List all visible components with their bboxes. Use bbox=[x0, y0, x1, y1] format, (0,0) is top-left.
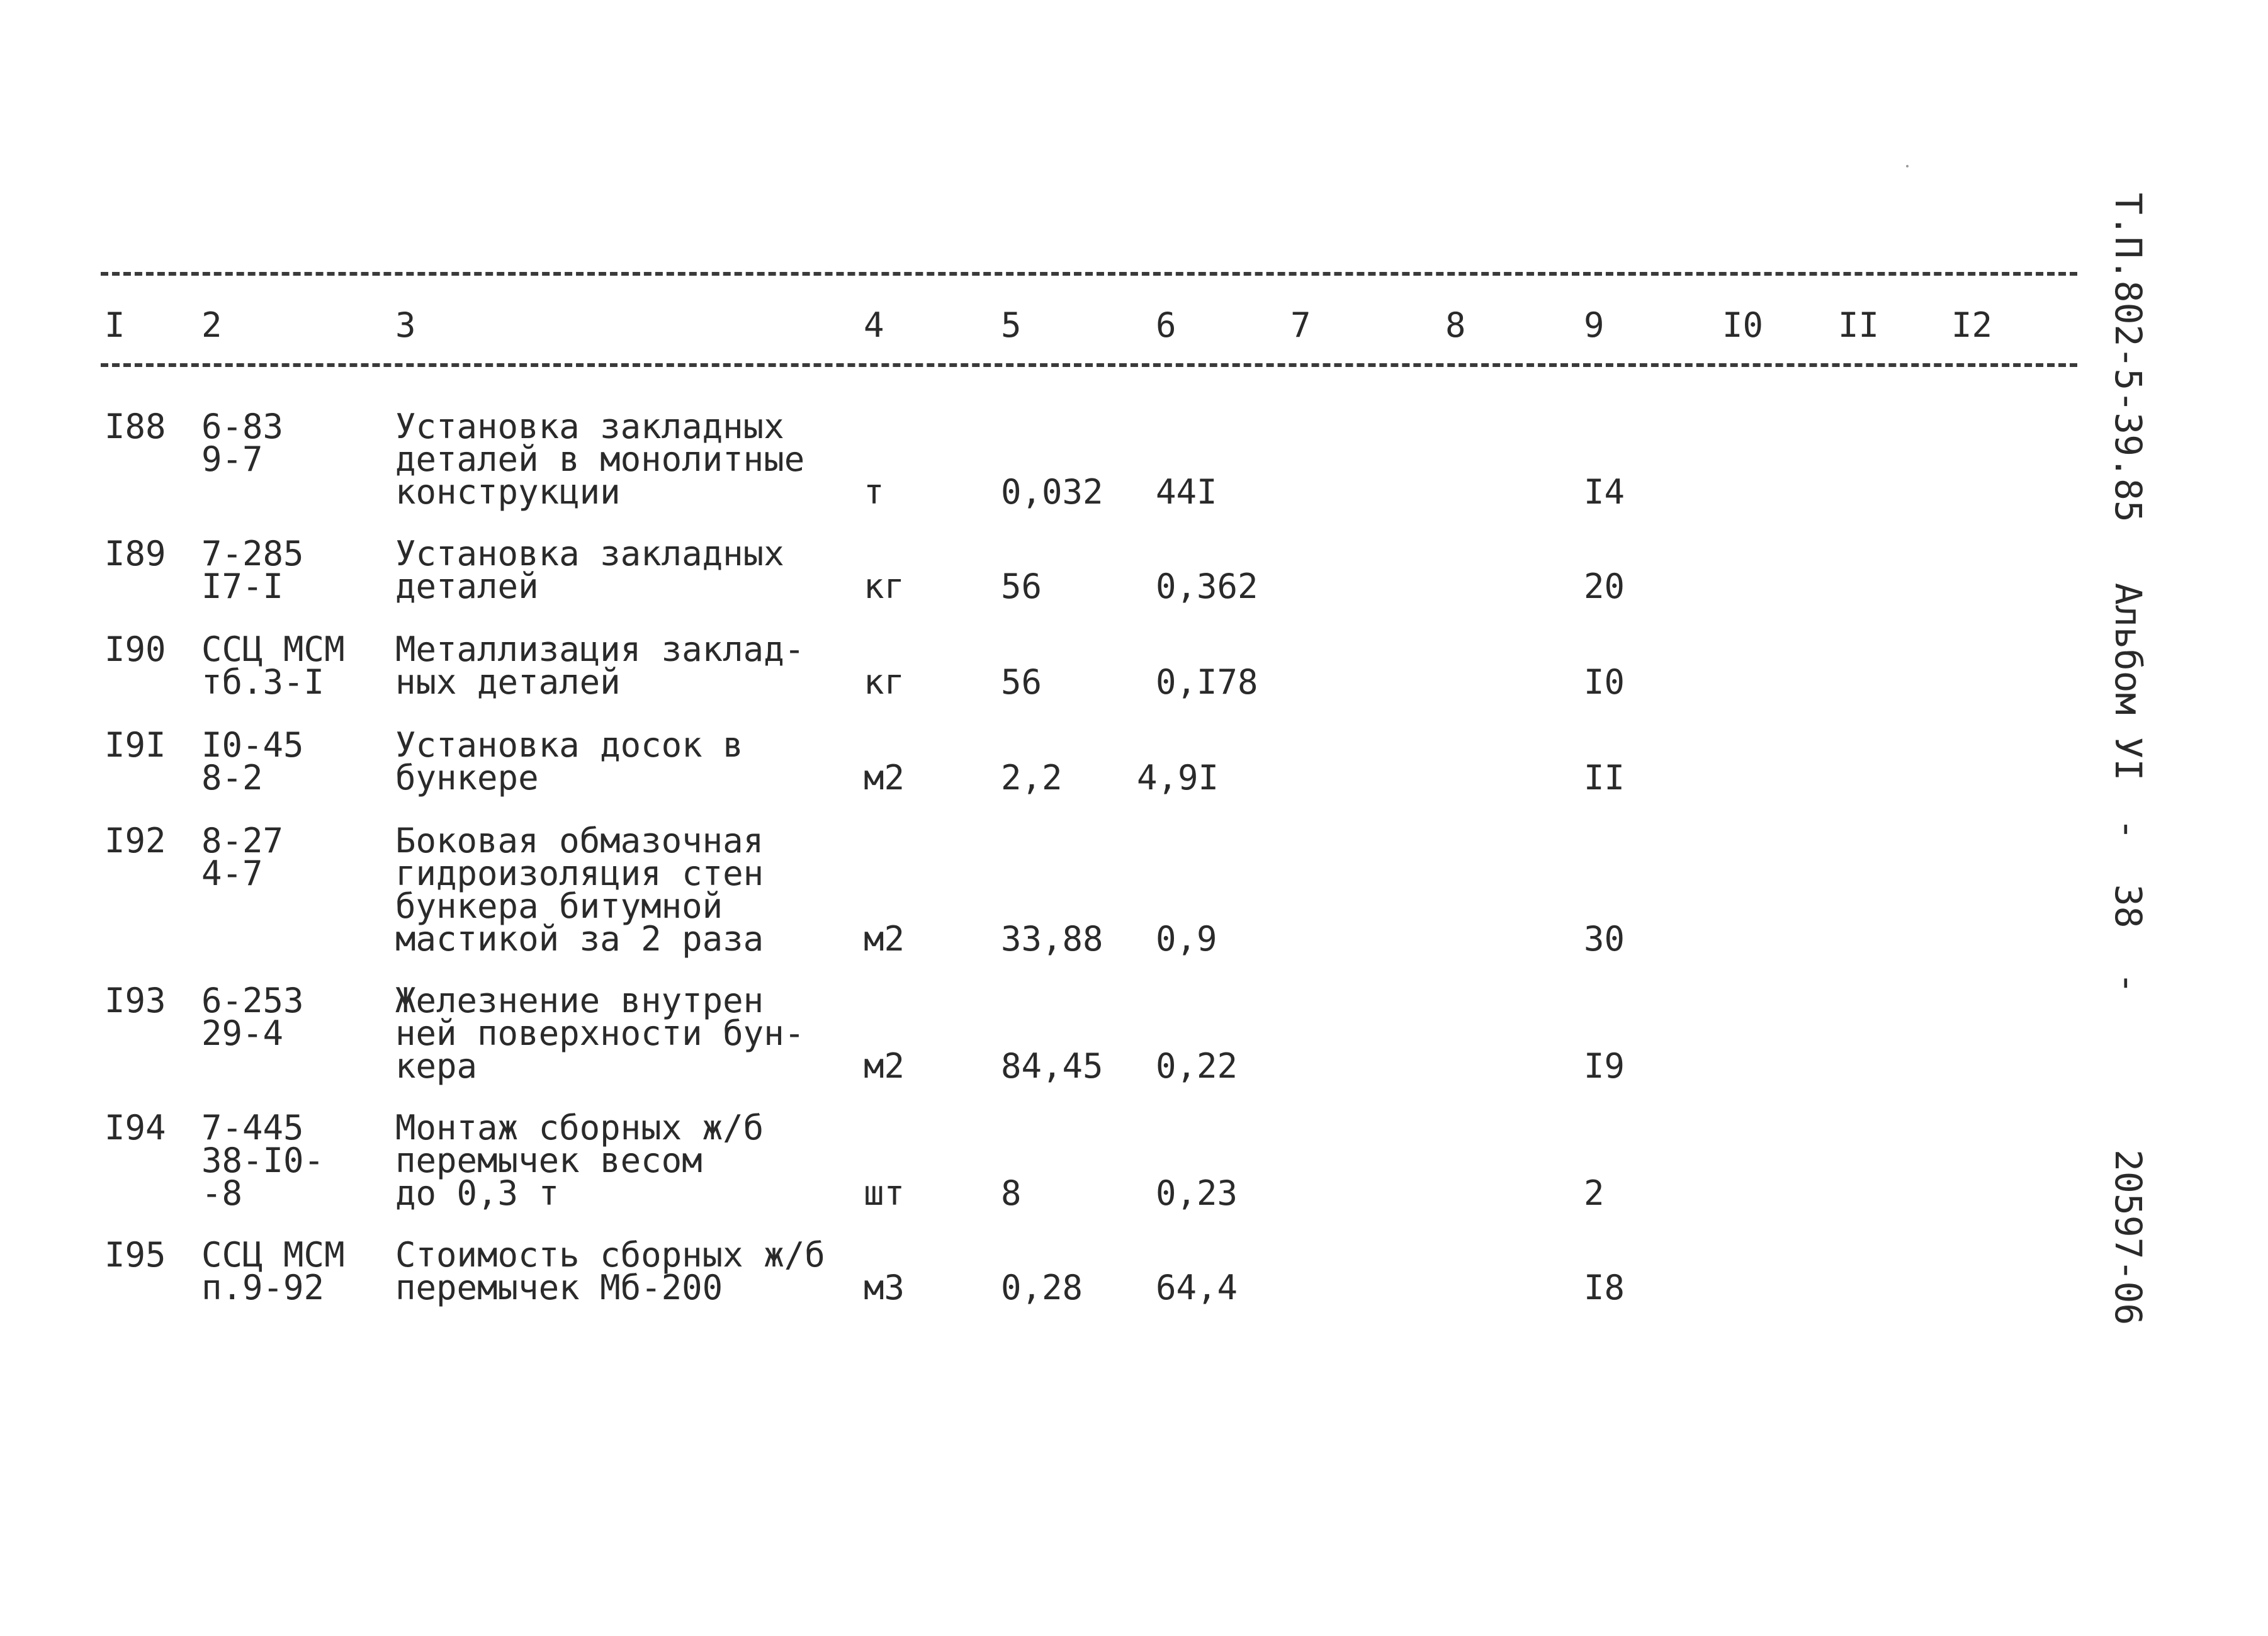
row-price: 0,9 bbox=[1156, 919, 1217, 959]
row-col9: I9 bbox=[1584, 1046, 1625, 1086]
row-col9: 20 bbox=[1584, 567, 1625, 606]
header-col-11: II bbox=[1838, 305, 1880, 345]
header-col-7: 7 bbox=[1290, 305, 1311, 345]
row-description: Установка досок в бункере bbox=[395, 725, 743, 798]
row-number: I88 bbox=[104, 407, 166, 446]
row-description: Монтаж сборных ж/б перемычек весом до 0,3 т bbox=[395, 1108, 764, 1213]
row-description: Железнение внутрен ней поверхности бун- кера bbox=[395, 981, 805, 1086]
row-description: Установка закладных деталей в монолитные конструкции bbox=[395, 407, 805, 512]
row-quantity: 0,032 bbox=[1001, 472, 1103, 512]
row-col9: 2 bbox=[1584, 1173, 1605, 1213]
row-description: Боковая обмазочная гидроизоляция стен бункера битумной мастикой за 2 раза bbox=[395, 821, 764, 959]
side-page-number: - 38 - bbox=[2107, 818, 2150, 995]
row-unit: шт bbox=[864, 1173, 905, 1213]
row-number: I94 bbox=[104, 1108, 166, 1148]
row-code: I0-45 8-2 bbox=[201, 725, 304, 798]
row-description: Металлизация заклад- ных деталей bbox=[395, 629, 805, 702]
header-col-3: 3 bbox=[395, 305, 416, 345]
row-col9: I8 bbox=[1584, 1268, 1625, 1307]
row-code: 6-83 9-7 bbox=[201, 407, 284, 479]
header-col-5: 5 bbox=[1001, 305, 1022, 345]
header-col-10: I0 bbox=[1722, 305, 1764, 345]
row-unit: кг bbox=[864, 567, 905, 606]
row-quantity: 56 bbox=[1001, 662, 1042, 702]
row-col9: I0 bbox=[1584, 662, 1625, 702]
row-price: 0,362 bbox=[1156, 567, 1258, 606]
row-unit: т bbox=[864, 472, 884, 512]
row-number: I9I bbox=[104, 725, 166, 765]
row-unit: кг bbox=[864, 662, 905, 702]
row-col9: I4 bbox=[1584, 472, 1625, 512]
row-price: 0,22 bbox=[1156, 1046, 1238, 1086]
row-quantity: 0,28 bbox=[1001, 1268, 1083, 1307]
row-number: I95 bbox=[104, 1235, 166, 1275]
row-code: 7-285 I7-I bbox=[201, 534, 304, 606]
row-col9: II bbox=[1584, 758, 1625, 798]
row-col9: 30 bbox=[1584, 919, 1625, 959]
row-quantity: 84,45 bbox=[1001, 1046, 1103, 1086]
row-code: 6-253 29-4 bbox=[201, 981, 304, 1053]
row-unit: м2 bbox=[864, 1046, 905, 1086]
row-price: 0,I78 bbox=[1156, 662, 1258, 702]
row-code: ССЦ МСМ п.9-92 bbox=[201, 1235, 345, 1307]
row-price: 44I bbox=[1156, 472, 1217, 512]
row-quantity: 8 bbox=[1001, 1173, 1022, 1213]
row-code: 8-27 4-7 bbox=[201, 821, 284, 893]
row-number: I90 bbox=[104, 629, 166, 669]
header-col-9: 9 bbox=[1584, 305, 1605, 345]
header-col-12: I2 bbox=[1951, 305, 1993, 345]
header-bottom-rule bbox=[101, 363, 2077, 367]
row-number: I89 bbox=[104, 534, 166, 573]
row-description: Установка закладных деталей bbox=[395, 534, 784, 606]
row-number: I93 bbox=[104, 981, 166, 1020]
row-price: 64,4 bbox=[1156, 1268, 1238, 1307]
row-number: I92 bbox=[104, 821, 166, 860]
row-unit: м2 bbox=[864, 758, 905, 798]
row-price: 4,9I bbox=[1137, 758, 1219, 798]
header-col-6: 6 bbox=[1156, 305, 1176, 345]
row-unit: м2 bbox=[864, 919, 905, 959]
row-quantity: 2,2 bbox=[1001, 758, 1063, 798]
row-price: 0,23 bbox=[1156, 1173, 1238, 1213]
row-code: ССЦ МСМ тб.3-I bbox=[201, 629, 345, 702]
side-document-number: 20597-06 bbox=[2107, 1149, 2150, 1326]
side-album-label: Альбом УI bbox=[2107, 583, 2150, 781]
row-unit: м3 bbox=[864, 1268, 905, 1307]
scan-speck bbox=[1906, 165, 1909, 167]
row-quantity: 56 bbox=[1001, 567, 1042, 606]
header-col-4: 4 bbox=[864, 305, 884, 345]
row-description: Стоимость сборных ж/б перемычек Мб-200 bbox=[395, 1235, 825, 1307]
row-quantity: 33,88 bbox=[1001, 919, 1103, 959]
header-col-1: I bbox=[104, 305, 125, 345]
header-col-8: 8 bbox=[1445, 305, 1466, 345]
row-code: 7-445 38-I0- -8 bbox=[201, 1108, 325, 1213]
header-top-rule bbox=[101, 272, 2077, 276]
side-project-code: Т.П.802-5-39.85 bbox=[2107, 193, 2150, 522]
header-col-2: 2 bbox=[201, 305, 222, 345]
